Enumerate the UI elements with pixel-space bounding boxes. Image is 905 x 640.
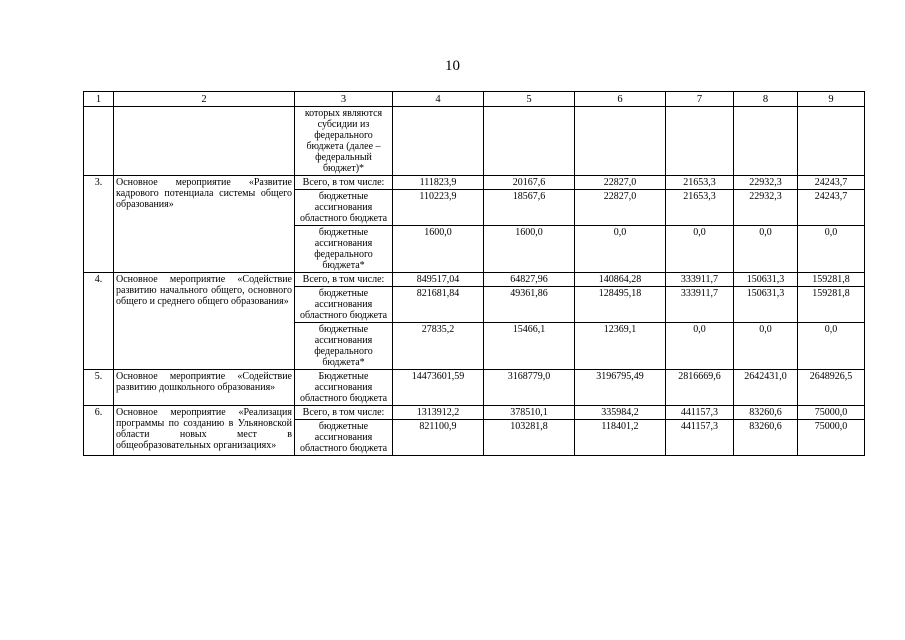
funding-source: Всего, в том числе: — [295, 273, 393, 287]
amount-cell: 1600,0 — [484, 226, 575, 273]
amount-cell: 49361,86 — [484, 287, 575, 323]
amount-cell: 18567,6 — [484, 190, 575, 226]
amount-cell: 111823,9 — [393, 176, 484, 190]
measure-name: Основное мероприятие «Развитие кадрового потенциала системы общего образования» — [114, 176, 295, 273]
budget-table — [83, 91, 865, 456]
amount-cell: 2648926,5 — [798, 370, 865, 406]
funding-source: бюджетные ассигнования областного бюджета — [295, 190, 393, 226]
amount-cell — [393, 107, 484, 176]
funding-source: бюджетные ассигнования областного бюджета — [295, 287, 393, 323]
measure-name: Основное мероприятие «Содействие развитию дошкольного образования» — [114, 370, 295, 406]
funding-source: бюджетные ассигнования федерального бюджета* — [295, 323, 393, 370]
amount-cell: 75000,0 — [798, 406, 865, 420]
amount-cell: 3196795,49 — [575, 370, 666, 406]
amount-cell — [575, 107, 666, 176]
table-row — [84, 370, 865, 406]
amount-cell: 441157,3 — [666, 420, 734, 456]
funding-source: бюджетные ассигнования федерального бюджета* — [295, 226, 393, 273]
column-header: 7 — [666, 92, 734, 107]
table-row — [84, 176, 865, 190]
column-header: 4 — [393, 92, 484, 107]
amount-cell: 2816669,6 — [666, 370, 734, 406]
header-row — [84, 92, 865, 107]
amount-cell: 27835,2 — [393, 323, 484, 370]
amount-cell: 14473601,59 — [393, 370, 484, 406]
amount-cell: 110223,9 — [393, 190, 484, 226]
amount-cell: 118401,2 — [575, 420, 666, 456]
amount-cell: 64827,96 — [484, 273, 575, 287]
amount-cell: 821681,84 — [393, 287, 484, 323]
measure-name: Основное мероприятие «Содействие развитию начального общего, основного общего и среднего общего образования» — [114, 273, 295, 370]
amount-cell: 821100,9 — [393, 420, 484, 456]
amount-cell: 22827,0 — [575, 190, 666, 226]
funding-source: Всего, в том числе: — [295, 176, 393, 190]
amount-cell: 0,0 — [734, 226, 798, 273]
amount-cell: 75000,0 — [798, 420, 865, 456]
column-header: 9 — [798, 92, 865, 107]
row-number: 4. — [84, 273, 114, 370]
amount-cell: 0,0 — [666, 323, 734, 370]
amount-cell: 150631,3 — [734, 273, 798, 287]
amount-cell: 22932,3 — [734, 190, 798, 226]
amount-cell: 333911,7 — [666, 273, 734, 287]
row-number: 6. — [84, 406, 114, 456]
table-row — [84, 406, 865, 420]
amount-cell: 15466,1 — [484, 323, 575, 370]
amount-cell: 0,0 — [734, 323, 798, 370]
amount-cell: 0,0 — [798, 323, 865, 370]
column-header: 8 — [734, 92, 798, 107]
amount-cell: 159281,8 — [798, 287, 865, 323]
amount-cell: 849517,04 — [393, 273, 484, 287]
amount-cell: 378510,1 — [484, 406, 575, 420]
row-number: 3. — [84, 176, 114, 273]
row-number: 5. — [84, 370, 114, 406]
amount-cell — [484, 107, 575, 176]
column-header: 6 — [575, 92, 666, 107]
amount-cell: 150631,3 — [734, 287, 798, 323]
amount-cell: 103281,8 — [484, 420, 575, 456]
amount-cell: 0,0 — [666, 226, 734, 273]
amount-cell: 24243,7 — [798, 190, 865, 226]
amount-cell: 2642431,0 — [734, 370, 798, 406]
page-number: 10 — [445, 58, 460, 74]
amount-cell: 441157,3 — [666, 406, 734, 420]
amount-cell: 333911,7 — [666, 287, 734, 323]
amount-cell: 1600,0 — [393, 226, 484, 273]
column-header: 2 — [114, 92, 295, 107]
funding-source: которых являются субсидии из федерального бюджета (далее – федеральный бюджет)* — [295, 107, 393, 176]
amount-cell: 22932,3 — [734, 176, 798, 190]
column-header: 5 — [484, 92, 575, 107]
column-header: 3 — [295, 92, 393, 107]
amount-cell: 83260,6 — [734, 420, 798, 456]
amount-cell: 83260,6 — [734, 406, 798, 420]
amount-cell: 128495,18 — [575, 287, 666, 323]
amount-cell — [734, 107, 798, 176]
column-header: 1 — [84, 92, 114, 107]
funding-source: Бюджетные ассигнования областного бюджета — [295, 370, 393, 406]
row-number — [84, 107, 114, 176]
funding-source: Всего, в том числе: — [295, 406, 393, 420]
amount-cell: 24243,7 — [798, 176, 865, 190]
amount-cell: 21653,3 — [666, 190, 734, 226]
table-row — [84, 273, 865, 287]
amount-cell: 335984,2 — [575, 406, 666, 420]
amount-cell: 140864,28 — [575, 273, 666, 287]
amount-cell: 0,0 — [575, 226, 666, 273]
measure-name: Основное мероприятие «Реализация программы по созданию в Ульяновской области новых мест в общеобразовательных организациях» — [114, 406, 295, 456]
amount-cell: 159281,8 — [798, 273, 865, 287]
amount-cell: 12369,1 — [575, 323, 666, 370]
amount-cell — [798, 107, 865, 176]
amount-cell: 0,0 — [798, 226, 865, 273]
funding-source: бюджетные ассигнования областного бюджета — [295, 420, 393, 456]
amount-cell: 21653,3 — [666, 176, 734, 190]
amount-cell: 22827,0 — [575, 176, 666, 190]
table-row — [84, 107, 865, 176]
measure-name — [114, 107, 295, 176]
amount-cell: 1313912,2 — [393, 406, 484, 420]
amount-cell — [666, 107, 734, 176]
amount-cell: 20167,6 — [484, 176, 575, 190]
amount-cell: 3168779,0 — [484, 370, 575, 406]
